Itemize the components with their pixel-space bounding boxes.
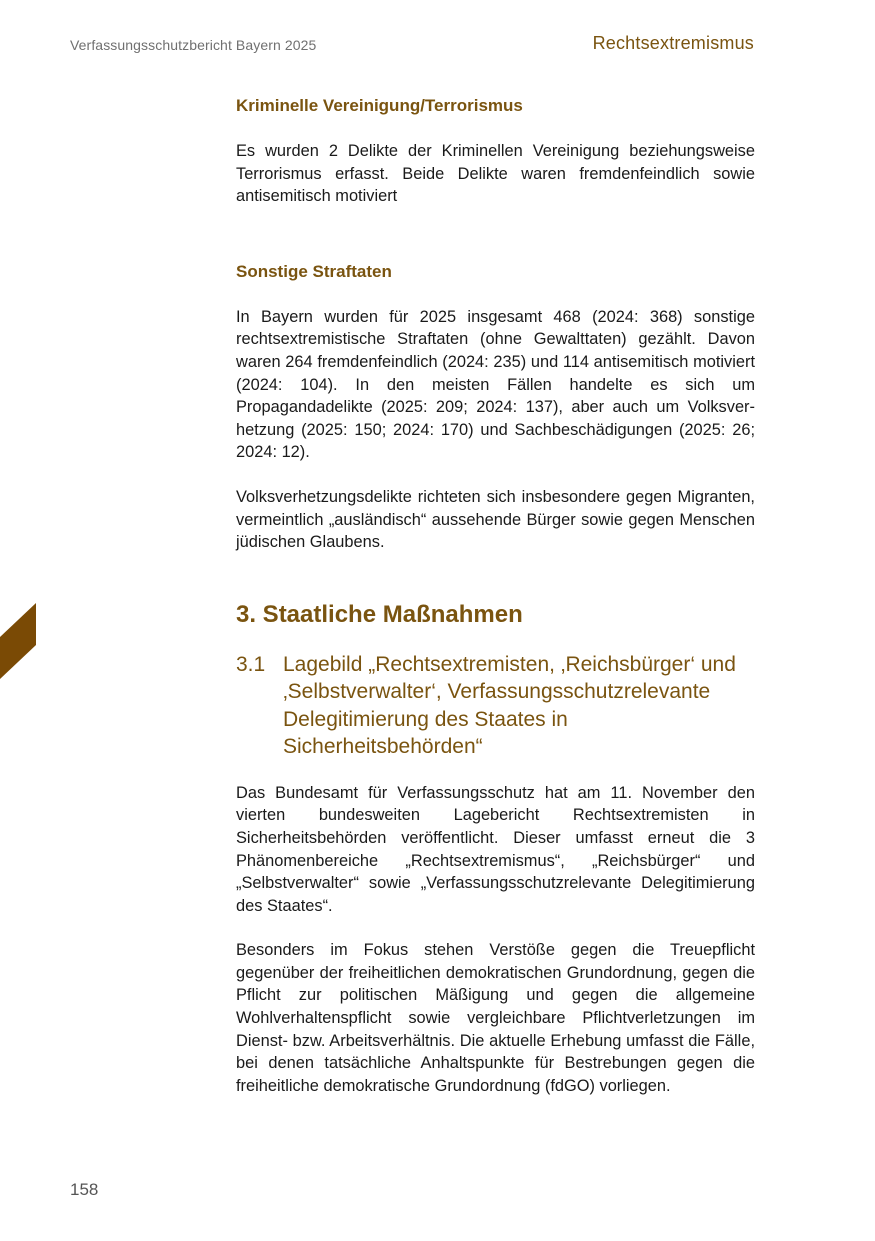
chapter-tab-marker	[0, 603, 36, 679]
page-content	[236, 95, 755, 1097]
running-header: Verfassungsschutzbericht Bayern 2025	[70, 37, 317, 53]
subsection-title: Lagebild „Rechtsextremisten, ‚Reichsbürger‘ und ‚Selbstverwalter‘, Verfassungsschutzrelevante Delegitimierung des Staates in Sicherheitsbehörden“	[283, 652, 736, 759]
page-number: 158	[70, 1180, 99, 1199]
chapter-title: Rechtsextremismus	[592, 33, 754, 53]
paragraph-treuepflicht: Besonders im Fokus stehen Verstöße gegen die Treuepflicht gegenüber der freiheitlichen demokratischen Grundordnung, gegen die Pflicht zur politischen Mäßigung und gegen die allgemeine Wohlverhaltenspflicht sowie vergleichbare Pflichtverletzungen im Dienst- bzw. Arbeitsverhältnis. Die aktuelle Erhebung umfasst die Fälle, bei denen tatsächliche Anhaltspunkte für Bestrebungen gegen die freiheitliche demokratische Grundordnung (fdGO) vorliegen.	[236, 941, 755, 1095]
subsection-heading-lagebild	[236, 651, 755, 761]
paragraph-volksverhetzung: Volksverhetzungsdelikte richteten sich insbesondere gegen Migranten, vermeintlich „ausländisch“ aussehende Bürger sowie gegen Menschen jüdischen Glaubens.	[236, 487, 755, 552]
paragraph-lagebericht: Das Bundesamt für Verfassungsschutz hat am 11. November den vierten bundesweiten Lagebericht Rechtsextremisten in Sicherheitsbehörden veröffentlicht. Dieser umfasst erneut die 3 Phänomenbereiche „Rechtsextremismus“, „Reichsbürger“ und „Selbstverwalter“ sowie „Verfassungsschutzrelevante Delegitimierung des Staates“.	[236, 783, 755, 915]
subheading-sonstige-straftaten: Sonstige Straftaten	[236, 261, 392, 281]
subheading-kriminelle-vereinigung: Kriminelle Vereinigung/Terrorismus	[236, 96, 523, 115]
section-heading-staatliche-massnahmen: 3. Staatliche Maßnahmen	[236, 600, 523, 628]
paragraph-sonstige-straftaten: In Bayern wurden für 2025 insgesamt 468 (2024: 368) sonstige rechtsextremistische Straftaten (ohne Gewalttaten) gezählt. Davon waren 264 fremdenfeindlich (2024: 235) und 114 antisemitisch motiviert (2024: 104). In den meisten Fällen handelte es sich um Propagandadelikte (2025: 209; 2024: 137), aber auch um Volksverhetzung (2025: 150; 2024: 170) und Sachbeschädigungen (2025: 26; 2024: 12).	[236, 307, 755, 462]
subsection-number: 3.1	[236, 652, 266, 676]
paragraph-kriminelle-vereinigung: Es wurden 2 Delikte der Kriminellen Vereinigung beziehungsweise Terrorismus erfasst. Beide Delikte waren fremdenfeindlich sowie antisemitisch motiviert	[236, 142, 755, 206]
